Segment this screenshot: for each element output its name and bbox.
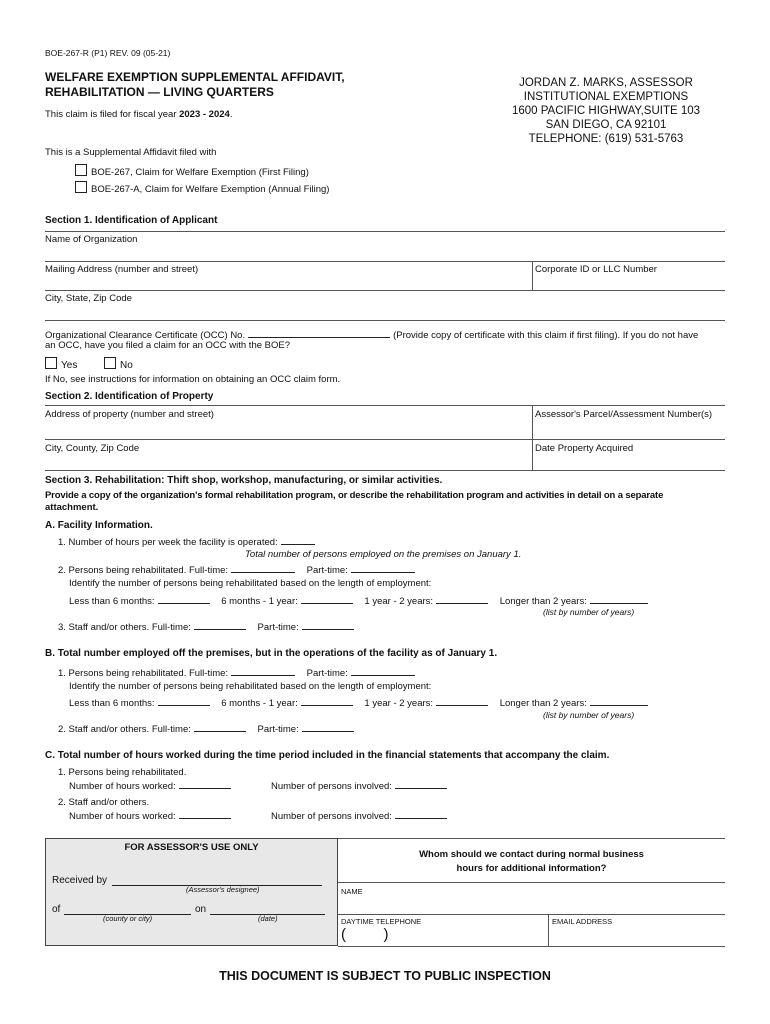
section1-title: Section 1. Identification of Applicant	[45, 215, 218, 226]
b-list-by-note: (list by number of years)	[543, 710, 635, 720]
c1-persons-field[interactable]	[395, 779, 447, 789]
divider	[45, 290, 725, 291]
divider	[45, 320, 725, 321]
c1-hours-label: Number of hours worked:	[69, 781, 176, 792]
contact-name-label: NAME	[341, 887, 363, 896]
b1-parttime-field[interactable]	[351, 666, 415, 676]
c2-persons-label: Number of persons involved:	[271, 811, 392, 822]
a-y1-field[interactable]	[436, 594, 488, 604]
b2-line	[58, 722, 357, 735]
c2-persons-field[interactable]	[395, 809, 447, 819]
section2-title: Section 2. Identification of Property	[45, 391, 214, 402]
b-less6-label: Less than 6 months:	[69, 698, 155, 709]
a-list-by-note: (list by number of years)	[543, 607, 635, 617]
date-note: (date)	[258, 914, 278, 923]
occ-suffix: (Provide copy of certificate with this claim if first filing). If you do not have	[393, 330, 699, 341]
a-longer2-field[interactable]	[590, 594, 648, 604]
assessor-address	[490, 76, 722, 146]
a3-fulltime-field[interactable]	[194, 620, 246, 630]
first-filing-label: BOE-267, Claim for Welfare Exemption (First Filing)	[91, 167, 309, 178]
divider	[45, 405, 725, 406]
b1-parttime-label: Part-time:	[306, 668, 348, 679]
c1-hours-line	[69, 779, 234, 792]
occ-number-field[interactable]	[248, 328, 390, 338]
b2-label: 2. Staff and/or others. Full-time:	[58, 724, 191, 735]
hours-per-week	[58, 535, 318, 548]
c2-label: 2. Staff and/or others.	[58, 797, 150, 808]
a2-parttime-label: Part-time:	[306, 565, 348, 576]
b2-parttime-label: Part-time:	[257, 724, 299, 735]
a-duration-line	[69, 594, 689, 607]
of-label: of	[52, 904, 61, 915]
b-y1-field[interactable]	[436, 696, 488, 706]
first-filing-checkbox[interactable]	[75, 164, 87, 176]
a2-parttime-field[interactable]	[351, 563, 415, 573]
c1-persons-label: Number of persons involved:	[271, 781, 392, 792]
filing-option-annual[interactable]	[75, 181, 329, 195]
a-y1-label: 1 year - 2 years:	[364, 596, 434, 607]
contact-question-line2: hours for additional information?	[456, 863, 607, 874]
hours-per-week-field[interactable]	[281, 535, 315, 545]
occ-yes-option[interactable]	[45, 357, 77, 371]
parcel-number-label: Assessor's Parcel/Assessment Number(s)	[535, 409, 713, 420]
c1-label: 1. Persons being rehabilitated.	[58, 767, 187, 778]
divider	[45, 231, 725, 232]
facility-info-title: A. Facility Information.	[45, 520, 153, 531]
supplemental-intro: This is a Supplemental Affidavit filed with	[45, 147, 217, 158]
divider	[338, 946, 725, 947]
divider	[532, 261, 533, 290]
a-identify-note: Identify the number of persons being rehabilitated based on the length of employment:	[69, 578, 432, 589]
no-label: No	[120, 360, 133, 371]
a3-parttime-label: Part-time:	[257, 622, 299, 633]
fiscal-prefix: This claim is filed for fiscal year	[45, 109, 177, 120]
form-title-line1: WELFARE EXEMPTION SUPPLEMENTAL AFFIDAVIT,	[45, 70, 345, 84]
hours-per-week-label: 1. Number of hours per week the facility is operated:	[58, 537, 278, 548]
assessor-use-title: FOR ASSESSOR'S USE ONLY	[124, 842, 259, 853]
date-acquired-label: Date Property Acquired	[535, 443, 634, 454]
property-address-label: Address of property (number and street)	[45, 409, 214, 420]
daytime-phone-field[interactable]: ( )	[341, 926, 389, 943]
b-duration-line	[69, 696, 689, 709]
occ-prefix: Organizational Clearance Certificate (OCC) No.	[45, 330, 246, 341]
on-label: on	[195, 904, 207, 915]
form-id: BOE-267-R (P1) REV. 09 (05-21)	[45, 48, 171, 58]
c2-hours-field[interactable]	[179, 809, 231, 819]
c1-hours-field[interactable]	[179, 779, 231, 789]
b1-label: 1. Persons being rehabilitated. Full-time:	[58, 668, 229, 679]
c2-hours-label: Number of hours worked:	[69, 811, 176, 822]
fiscal-year-line	[45, 109, 232, 120]
divider	[45, 261, 725, 262]
b-less6-field[interactable]	[158, 696, 210, 706]
a-less6-field[interactable]	[158, 594, 210, 604]
b-identify-note: Identify the number of persons being rehabilitated based on the length of employment:	[69, 681, 432, 692]
b2-fulltime-field[interactable]	[194, 722, 246, 732]
c1-persons-line	[271, 779, 450, 792]
section3-title: Section 3. Rehabilitation: Thift shop, workshop, manufacturing, or similar activities.	[45, 475, 443, 486]
a-longer2-label: Longer than 2 years:	[499, 596, 587, 607]
contact-question	[338, 848, 725, 876]
b-y1-label: 1 year - 2 years:	[364, 698, 434, 709]
c2-persons-line	[271, 809, 450, 822]
divider	[532, 405, 533, 470]
b-longer2-field[interactable]	[590, 696, 648, 706]
no-checkbox[interactable]	[104, 357, 116, 369]
a3-label: 3. Staff and/or others. Full-time:	[58, 622, 191, 633]
divider	[45, 439, 725, 440]
email-label: EMAIL ADDRESS	[552, 917, 613, 926]
section3-intro-line1: Provide a copy of the organization's formal rehabilitation program, or describe the rehabilitation program and activities in detail on a separate	[45, 490, 664, 501]
assessor-name: JORDAN Z. MARKS, ASSESSOR	[519, 77, 693, 89]
public-inspection-notice: THIS DOCUMENT IS SUBJECT TO PUBLIC INSPECTION	[219, 969, 551, 983]
contact-question-line1: Whom should we contact during normal business	[419, 849, 644, 860]
hours-worked-title: C. Total number of hours worked during the time period included in the financial statements that accompany the claim.	[45, 750, 610, 761]
form-title-line2: REHABILITATION — LIVING QUARTERS	[45, 85, 274, 99]
assessor-dept: INSTITUTIONAL EXEMPTIONS	[523, 91, 689, 103]
annual-filing-checkbox[interactable]	[75, 181, 87, 193]
b2-parttime-field[interactable]	[302, 722, 354, 732]
corp-id-label: Corporate ID or LLC Number	[535, 264, 657, 275]
a2-line	[58, 563, 418, 576]
b-longer2-label: Longer than 2 years:	[499, 698, 587, 709]
a2-fulltime-field[interactable]	[231, 563, 295, 573]
a-less6-label: Less than 6 months:	[69, 596, 155, 607]
received-by-label: Received by	[52, 875, 108, 886]
divider	[338, 882, 725, 883]
b1-fulltime-field[interactable]	[231, 666, 295, 676]
if-no-note: If No, see instructions for information on obtaining an OCC claim form.	[45, 374, 341, 385]
org-name-label: Name of Organization	[45, 234, 138, 245]
designee-note: (Assessor's designee)	[186, 885, 260, 894]
a3-line	[58, 620, 357, 633]
assessor-street: 1600 PACIFIC HIGHWAY,SUITE 103	[511, 105, 701, 117]
filing-option-first[interactable]	[75, 164, 309, 178]
a-m6-label: 6 months - 1 year:	[221, 596, 298, 607]
county-note: (county or city)	[103, 914, 153, 923]
b-m6-label: 6 months - 1 year:	[221, 698, 298, 709]
a-m6-field[interactable]	[301, 594, 353, 604]
yes-checkbox[interactable]	[45, 357, 57, 369]
mailing-address-label: Mailing Address (number and street)	[45, 264, 199, 275]
annual-filing-label: BOE-267-A, Claim for Welfare Exemption (Annual Filing)	[91, 184, 330, 195]
yes-label: Yes	[61, 360, 78, 371]
occ-question: an OCC, have you filed a claim for an OCC with the BOE?	[45, 340, 290, 351]
divider	[338, 838, 725, 839]
b-m6-field[interactable]	[301, 696, 353, 706]
c2-hours-line	[69, 809, 234, 822]
divider	[338, 914, 725, 915]
city-state-zip-label: City, State, Zip Code	[45, 293, 132, 304]
assessor-phone: TELEPHONE: (619) 531-5763	[528, 133, 684, 145]
fiscal-year: 2023 - 2024	[179, 109, 230, 120]
daytime-phone-label: DAYTIME TELEPHONE	[341, 917, 422, 926]
a2-label: 2. Persons being rehabilitated. Full-time:	[58, 565, 229, 576]
fiscal-suffix: .	[229, 109, 233, 120]
b1-line	[58, 666, 418, 679]
section3-intro-line2: attachment.	[45, 502, 99, 513]
occ-no-option[interactable]	[104, 357, 133, 371]
a3-parttime-field[interactable]	[302, 620, 354, 630]
total-employed-note: Total number of persons employed on the premises on January 1.	[245, 549, 522, 560]
assessor-city: SAN DIEGO, CA 92101	[545, 119, 667, 131]
divider	[548, 914, 549, 946]
divider	[45, 470, 725, 471]
city-county-zip-label: City, County, Zip Code	[45, 443, 140, 454]
off-premises-title: B. Total number employed off the premises, but in the operations of the facility as of January 1.	[45, 648, 498, 659]
